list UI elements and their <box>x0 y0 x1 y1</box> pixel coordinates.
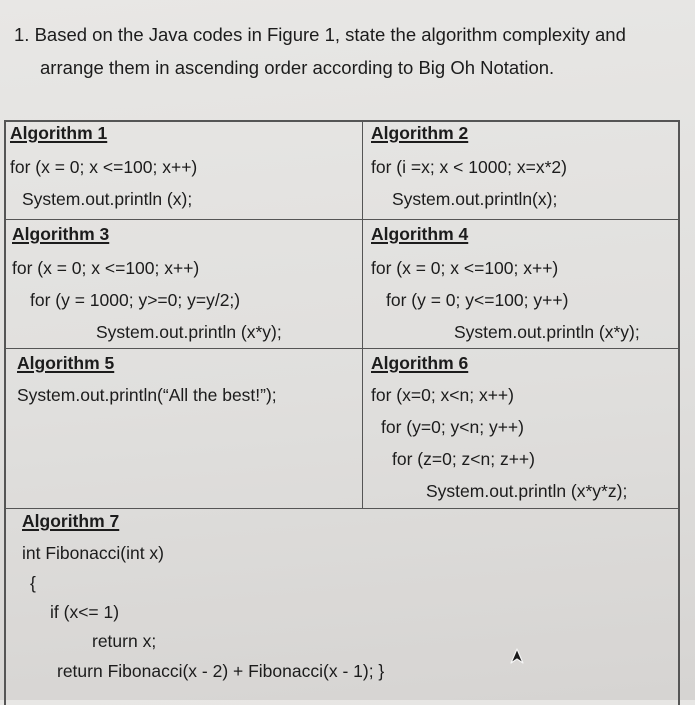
algorithm-6-line-4: System.out.println (x*y*z); <box>426 481 628 501</box>
algorithm-7-line-1: int Fibonacci(int x) <box>22 543 164 563</box>
algorithm-7-line-3: if (x<= 1) <box>50 602 120 622</box>
question-number: 1. <box>14 24 30 45</box>
algorithm-7-line-4: return x; <box>92 631 157 651</box>
algorithm-7-line-2: { <box>30 573 36 593</box>
algorithm-2-line-2: System.out.println(x); <box>392 189 558 209</box>
algorithm-5-line-1: System.out.println(“All the best!”); <box>17 385 277 405</box>
algorithm-2-line-1: for (i =x; x < 1000; x=x*2) <box>371 157 567 177</box>
table-column-divider <box>362 120 363 508</box>
question-line-1-text: Based on the Java codes in Figure 1, state the algorithm complexity and <box>34 24 626 45</box>
algorithm-7-title: Algorithm 7 <box>22 511 120 531</box>
algorithm-6-line-2: for (y=0; y<n; y++) <box>381 417 524 437</box>
algorithm-6-title: Algorithm 6 <box>371 353 469 373</box>
algorithm-3-line-3: System.out.println (x*y); <box>96 322 282 342</box>
table-row-divider <box>4 348 680 349</box>
algorithm-6-line-3: for (z=0; z<n; z++) <box>392 449 535 469</box>
algorithm-4-line-1: for (x = 0; x <=100; x++) <box>371 258 559 278</box>
algorithm-7-line-5: return Fibonacci(x - 2) + Fibonacci(x - 1); } <box>57 661 385 681</box>
algorithm-4-line-3: System.out.println (x*y); <box>454 322 640 342</box>
question-line-1 <box>14 18 694 51</box>
algorithm-6-line-1: for (x=0; x<n; x++) <box>371 385 514 405</box>
algorithm-4-line-2: for (y = 0; y<=100; y++) <box>386 290 569 310</box>
algorithm-5-title: Algorithm 5 <box>17 353 115 373</box>
algorithm-1-line-1: for (x = 0; x <=100; x++) <box>10 157 198 177</box>
question-text <box>14 18 694 84</box>
algorithm-1-line-2: System.out.println (x); <box>22 189 193 209</box>
algorithm-3-line-1: for (x = 0; x <=100; x++) <box>12 258 200 278</box>
mouse-pointer-icon <box>508 646 526 666</box>
algorithm-1-title: Algorithm 1 <box>10 123 108 143</box>
algorithm-2-title: Algorithm 2 <box>371 123 469 143</box>
algorithm-3-title: Algorithm 3 <box>12 224 110 244</box>
table-row-divider <box>4 219 680 220</box>
question-line-2: arrange them in ascending order according to Big Oh Notation. <box>40 57 555 78</box>
algorithm-3-line-2: for (y = 1000; y>=0; y=y/2;) <box>30 290 241 310</box>
table-row-divider <box>4 508 680 509</box>
algorithm-4-title: Algorithm 4 <box>371 224 469 244</box>
